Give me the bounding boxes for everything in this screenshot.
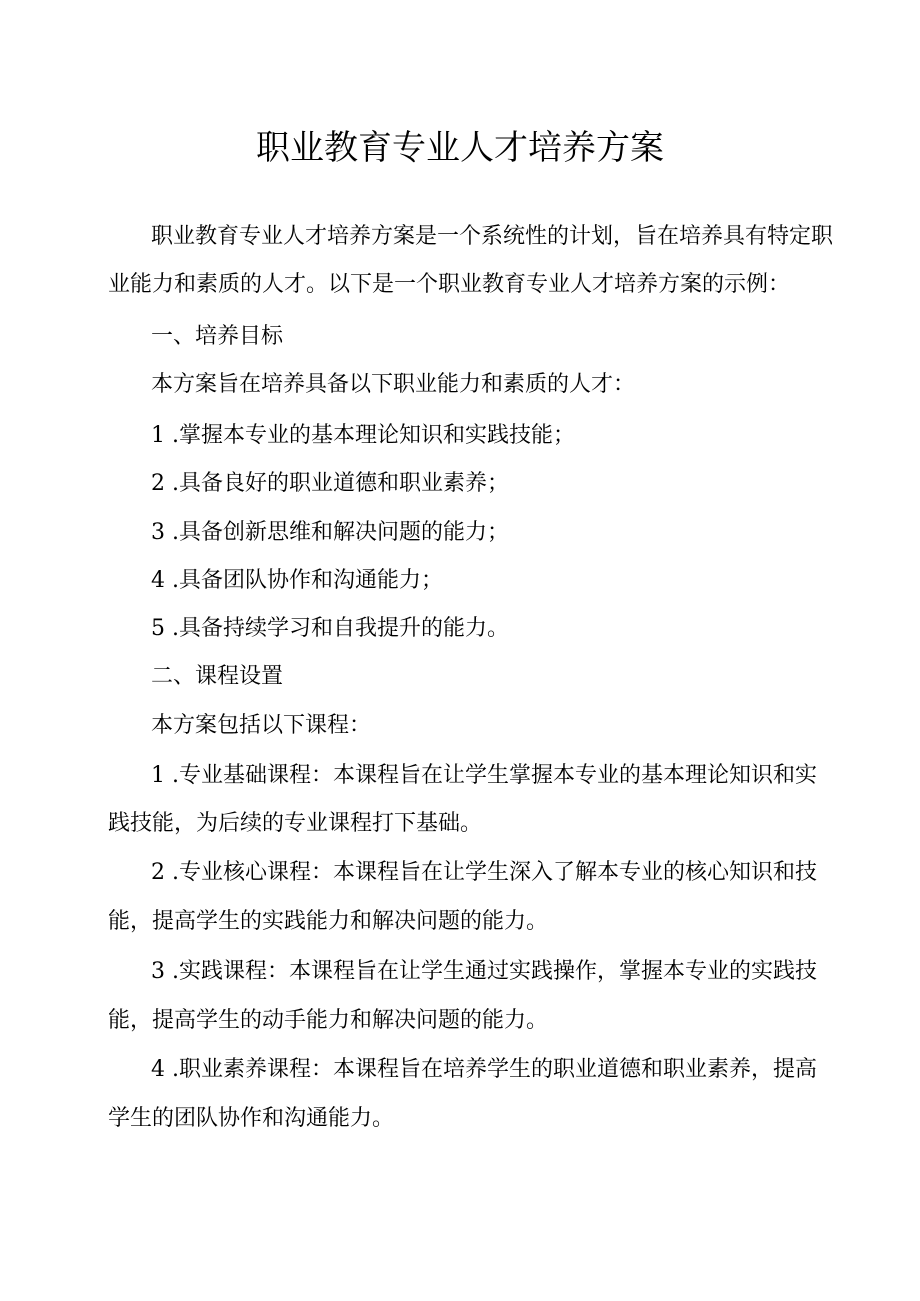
intro-line-2: 业能力和素质的人才。以下是一个职业教育专业人才培养方案的示例：: [108, 272, 791, 297]
course-item-line: 能，提高学生的实践能力和解决问题的能力。: [108, 909, 549, 934]
course-item-line: 3 .实践课程：本课程旨在让学生通过实践操作，掌握本专业的实践技: [151, 959, 817, 984]
goal-item: 5 .具备持续学习和自我提升的能力。: [151, 616, 509, 641]
goal-item: 2 .具备良好的职业道德和职业素养；: [151, 471, 509, 496]
course-item-line: 2 .专业核心课程：本课程旨在让学生深入了解本专业的核心知识和技: [151, 860, 817, 885]
course-item-line: 能，提高学生的动手能力和解决问题的能力。: [108, 1008, 549, 1033]
goals-lead: 本方案旨在培养具备以下职业能力和素质的人才：: [151, 372, 636, 397]
goal-item: 4 .具备团队协作和沟通能力；: [151, 568, 443, 593]
course-item-line: 践技能，为后续的专业课程打下基础。: [108, 811, 483, 836]
section-heading-goals: 一、培养目标: [151, 324, 284, 349]
course-item-line: 1 .专业基础课程：本课程旨在让学生掌握本专业的基本理论知识和实: [151, 763, 817, 788]
document-title: 职业教育专业人才培养方案: [256, 128, 664, 168]
section-heading-courses: 二、课程设置: [151, 664, 284, 689]
course-item-line: 学生的团队协作和沟通能力。: [108, 1106, 395, 1131]
courses-lead: 本方案包括以下课程：: [151, 713, 372, 738]
intro-line-1: 职业教育专业人才培养方案是一个系统性的计划，旨在培养具有特定职: [151, 224, 834, 249]
goal-item: 1 .掌握本专业的基本理论知识和实践技能；: [151, 423, 575, 448]
goal-item: 3 .具备创新思维和解决问题的能力；: [151, 520, 509, 545]
course-item-line: 4 .职业素养课程：本课程旨在培养学生的职业道德和职业素养，提高: [151, 1057, 817, 1082]
